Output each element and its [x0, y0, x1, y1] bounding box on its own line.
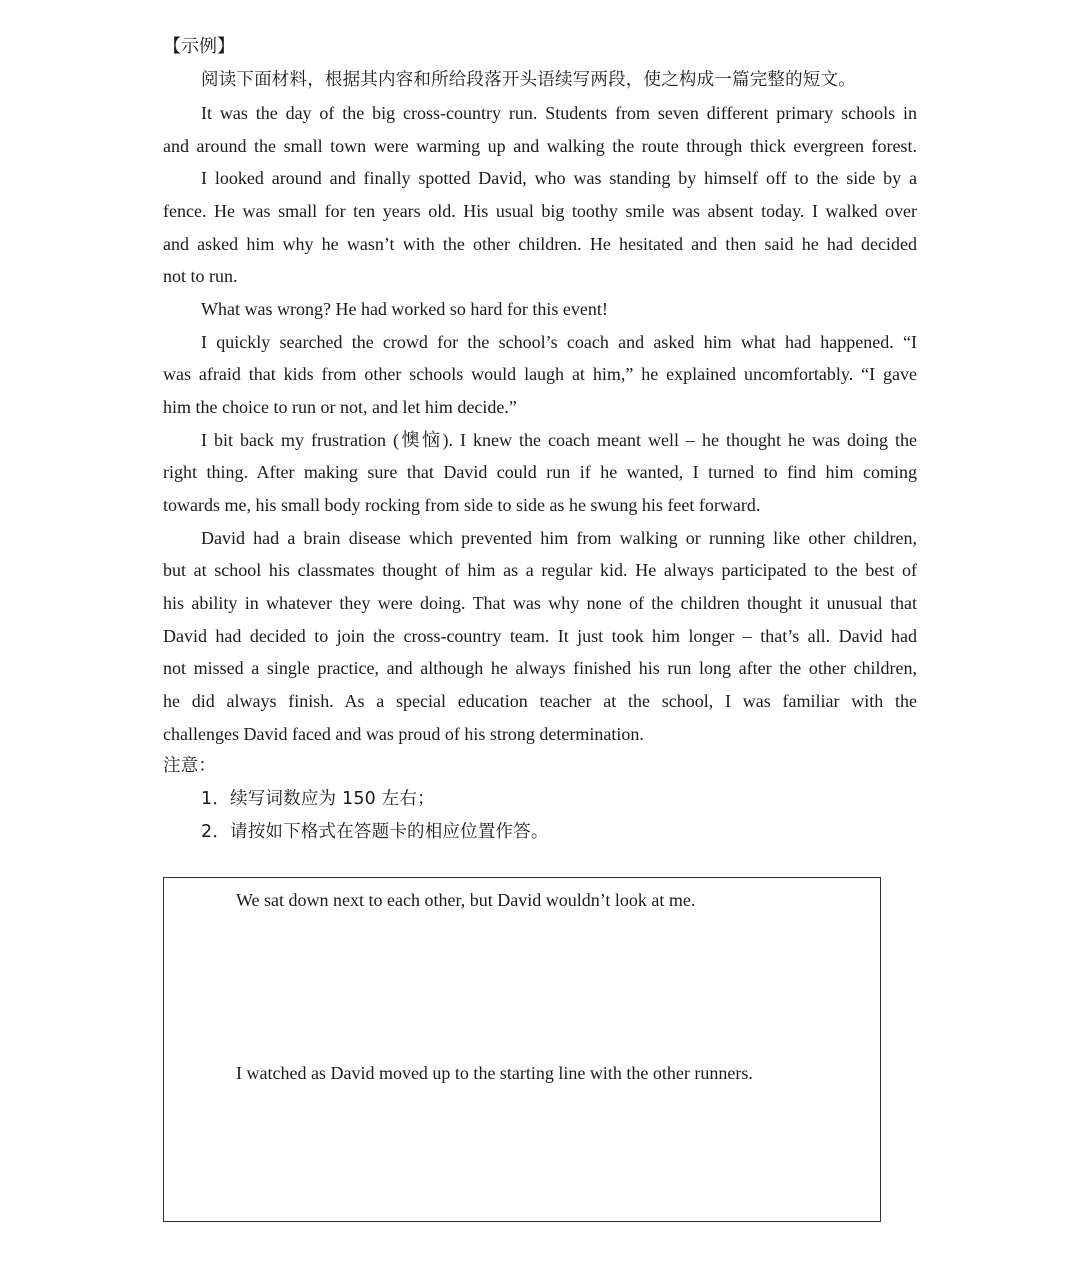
passage-line: challenges David faced and was proud of his strong determination. [163, 724, 644, 744]
passage-line: him the choice to run or not, and let him decide.” [163, 397, 517, 417]
passage-line: but at school his classmates thought of him as a regular kid. He always participated to the best of [163, 560, 917, 580]
paragraph2-opening: I watched as David moved up to the starting line with the other runners. [236, 1063, 753, 1083]
note-item: 2．请按如下格式在答题卡的相应位置作答。 [201, 822, 549, 842]
note-item: 1．续写词数应为 150 左右； [201, 789, 435, 809]
passage-line: David had decided to join the cross-country team. It just took him longer – that’s all. David had [163, 626, 917, 646]
passage-line: fence. He was small for ten years old. His usual big toothy smile was absent today. I walked over [163, 201, 917, 221]
passage-line: not missed a single practice, and although he always finished his run long after the other children, [163, 658, 917, 678]
passage-line: was afraid that kids from other schools would laugh at him,” he explained uncomfortably. “I gave [163, 364, 917, 384]
passage-line: not to run. [163, 266, 238, 286]
passage-line: I looked around and finally spotted David, who was standing by himself off to the side by a [201, 168, 917, 188]
passage-line: and around the small town were warming up and walking the route through thick evergreen forest. [163, 136, 917, 156]
passage-line: he did always finish. As a special education teacher at the school, I was familiar with the [163, 691, 917, 711]
instruction-text: 阅读下面材料，根据其内容和所给段落开头语续写两段，使之构成一篇完整的短文。 [201, 70, 856, 90]
example-heading: 【示例】 [163, 36, 235, 57]
passage-line: I bit back my frustration (懊恼). I knew the coach meant well – he thought he was doing the [201, 430, 917, 450]
passage-line: I quickly searched the crowd for the school’s coach and asked him what had happened. “I [201, 332, 917, 352]
passage-line: his ability in whatever they were doing. That was why none of the children thought it unusual that [163, 593, 917, 613]
passage-line: right thing. After making sure that David could run if he wanted, I turned to find him coming [163, 462, 917, 482]
paragraph1-opening: We sat down next to each other, but David wouldn’t look at me. [236, 890, 696, 910]
passage-line: David had a brain disease which prevented him from walking or running like other children, [201, 528, 917, 548]
passage-line: It was the day of the big cross-country run. Students from seven different primary schools in [201, 103, 917, 123]
passage-line: What was wrong? He had worked so hard for this event! [201, 299, 608, 319]
notes-label: 注意： [163, 756, 217, 776]
answer-box [163, 877, 881, 1222]
passage-line: towards me, his small body rocking from side to side as he swung his feet forward. [163, 495, 761, 515]
passage-line: and asked him why he wasn’t with the other children. He hesitated and then said he had decided [163, 234, 917, 254]
